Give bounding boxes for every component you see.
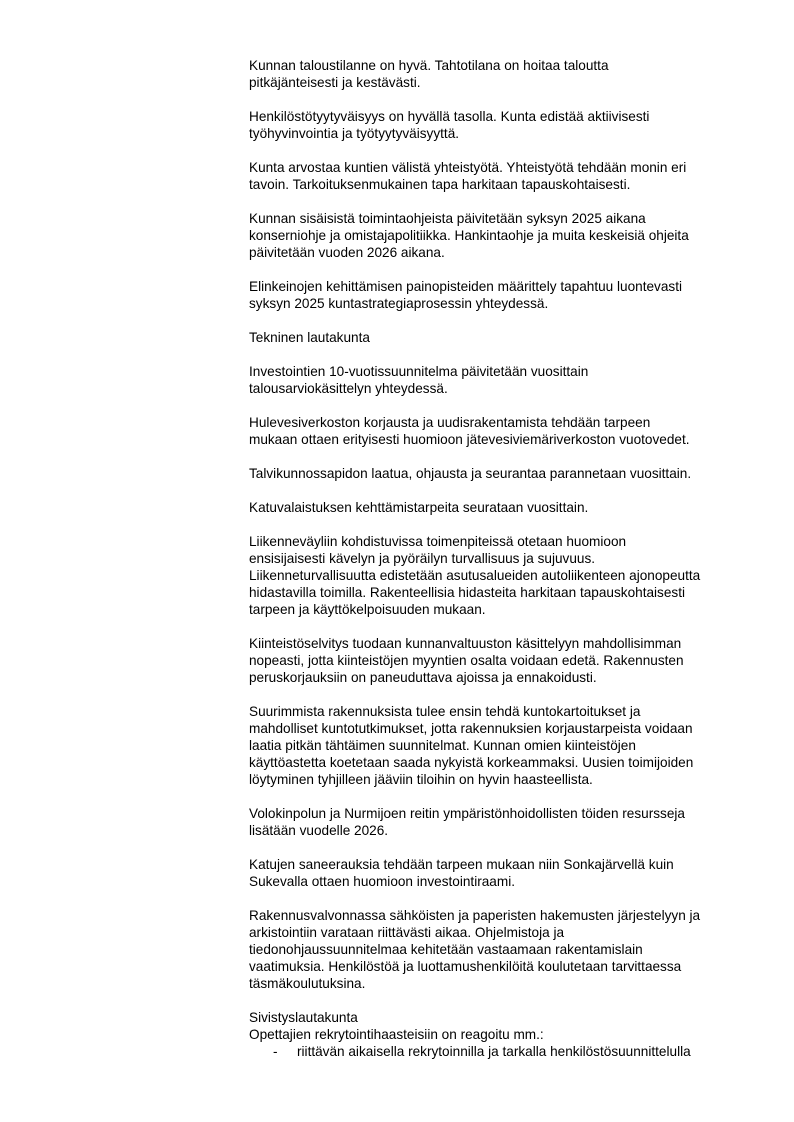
list-item (249, 1043, 749, 1060)
section-heading-tekninen-lautakunta: Tekninen lautakunta (249, 330, 370, 345)
paragraph: Hulevesiverkoston korjausta ja uudisrakentamista tehdään tarpeen mukaan ottaen erityisesti huomioon jätevesiviemäriverkoston vuotovedet. (249, 415, 690, 447)
list-item-text: riittävän aikaisella rekrytoinnilla ja tarkalla henkilöstösuunnittelulla (297, 1044, 691, 1059)
paragraph: Liikenneväyliin kohdistuvissa toimenpiteissä otetaan huomioon ensisijaisesti kävelyn ja pyöräilyn turvallisuus ja sujuvuus. Liikenneturvallisuutta edistetään asutusalueiden autoliikenteen ajonopeutta hidastavilla toimilla. Rakenteellisia hidasteita harkitaan tapauskohtaisesti tarpeen ja käyttökelpoisuuden mukaan. (249, 534, 701, 617)
paragraph: Suurimmista rakennuksista tulee ensin tehdä kuntokartoitukset ja mahdolliset kuntotutkimukset, jotta rakennuksien korjaustarpeista voidaan laatia pitkän tähtäimen suunnitelmat. Kunnan omien kiinteistöjen käyttöastetta koetetaan saada nykyistä korkeammaksi. Uusien toimijoiden löytyminen tyhjilleen jääviin tiloihin on hyvin haasteellista. (249, 704, 694, 787)
paragraph: Volokinpolun ja Nurmijoen reitin ympäristönhoidollisten töiden resursseja lisätään vuodelle 2026. (249, 806, 685, 838)
paragraph: Kunnan sisäisistä toimintaohjeista päivitetään syksyn 2025 aikana konserniohje ja omistajapolitiikka. Hankintaohje ja muita keskeisiä ohjeita päivitetään vuoden 2026 aikana. (249, 211, 689, 260)
paragraph: Elinkeinojen kehittämisen painopisteiden määrittely tapahtuu luontevasti syksyn 2025 kuntastrategiaprosessin yhteydessä. (249, 279, 683, 311)
paragraph: Katujen saneerauksia tehdään tarpeen mukaan niin Sonkajärvellä kuin Sukevalla ottaen huomioon investointiraami. (249, 857, 674, 889)
paragraph: Investointien 10-vuotissuunnitelma päivitetään vuosittain talousarviokäsittelyn yhteydessä. (249, 364, 589, 396)
section-sivistyslautakunta: Sivistyslautakunta Opettajien rekrytointihaasteisiin on reagoitu mm.: (249, 1010, 544, 1042)
paragraph: Kunnan taloustilanne on hyvä. Tahtotilana on hoitaa taloutta pitkäjänteisesti ja kestävästi. (249, 58, 609, 90)
paragraph: Talvikunnossapidon laatua, ohjausta ja seurantaa parannetaan vuosittain. (249, 466, 692, 481)
document-page (249, 57, 749, 1060)
paragraph: Katuvalaistuksen kehttämistarpeita seurataan vuosittain. (249, 500, 589, 515)
paragraph: Henkilöstötyytyväisyys on hyvällä tasolla. Kunta edistää aktiivisesti työhyvinvointia ja työtyytyväisyyttä. (249, 109, 650, 141)
list-bullet: - (273, 1044, 278, 1059)
paragraph: Rakennusvalvonnassa sähköisten ja paperisten hakemusten järjestelyyn ja arkistointiin varataan riittävästi aikaa. Ohjelmistoja ja tiedonohjaussuunnitelmaa kehitetään vastaamaan rakentamislain vaatimuksia. Henkilöstöä ja luottamushenkilöitä koulutetaan tarvittaessa täsmäkoulutuksina. (249, 908, 701, 991)
paragraph: Kiinteistöselvitys tuodaan kunnanvaltuuston käsittelyyn mahdollisimman nopeasti, jotta kiinteistöjen myyntien osalta voidaan edetä. Rakennusten peruskorjauksiin on paneuduttava ajoissa ja ennakoidusti. (249, 636, 684, 685)
paragraph: Kunta arvostaa kuntien välistä yhteistyötä. Yhteistyötä tehdään monin eri tavoin. Tarkoituksenmukainen tapa harkitaan tapauskohtaisesti. (249, 160, 687, 192)
